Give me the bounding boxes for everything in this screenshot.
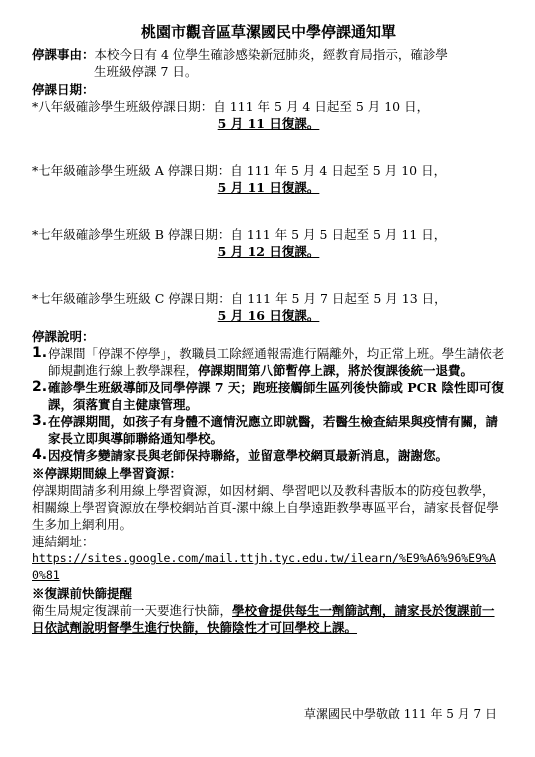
note-number: 2. xyxy=(32,379,48,395)
date-line: *七年級確診學生班級 B 停課日期：自 111 年 5 月 5 日起至 5 月 11 日， xyxy=(32,227,447,242)
date-line: *七年級確診學生班級 C 停課日期：自 111 年 5 月 7 日起至 5 月 13 日， xyxy=(32,291,447,306)
note-text xyxy=(48,345,505,379)
reason-section xyxy=(32,46,505,63)
resume-date: 5 月 11 日復課。 xyxy=(217,116,320,131)
note-number: 4. xyxy=(32,447,48,463)
resume-date: 5 月 11 日復課。 xyxy=(217,180,320,195)
spacer xyxy=(32,196,505,226)
dates-label: 停課日期： xyxy=(32,82,95,97)
note-bold: 停課期間第八節暫停上課，將於復課後統一退費。 xyxy=(198,363,474,378)
note-item xyxy=(32,345,505,379)
page-title: 桃園市觀音區草漯國民中學停課通知單 xyxy=(140,23,396,41)
note-plain: 停課間「停課不停學」，教職員工除經通報需進行隔離外，均正常上班。學生請依老師規劃進行線上教學課程， xyxy=(48,346,505,378)
date-item xyxy=(32,290,505,324)
online-label: ※停課期間線上學習資源： xyxy=(32,466,183,481)
resource-link[interactable]: https://sites.google.com/mail.ttjh.tyc.edu.tw/ilearn/%E9%A6%96%E9%A0%81 xyxy=(32,551,496,582)
date-item xyxy=(32,226,505,260)
reason-text-2: 生班級停課 7 日。 xyxy=(94,64,198,79)
note-item xyxy=(32,413,505,447)
rapid-test-text xyxy=(32,602,505,636)
note-number: 3. xyxy=(32,413,48,429)
note-number: 1. xyxy=(32,345,48,361)
resume-date: 5 月 16 日復課。 xyxy=(217,308,320,323)
link-label: 連結網址： xyxy=(32,534,95,549)
signature: 草漯國民中學敬啟 111 年 5 月 7 日 xyxy=(303,707,497,721)
rapid-test-label: ※復課前快篩提醒 xyxy=(32,586,133,601)
rapid-test-plain: 衛生局規定復課前一天要進行快篩， xyxy=(32,603,233,618)
note-bold: 確診學生班級導師及同學停課 7 天；跑班接觸師生區列後快篩或 PCR 陰性即可復課，須落實自主健康管理。 xyxy=(48,380,504,412)
date-item xyxy=(32,162,505,196)
online-text: 停課期間請多利用線上學習資源，如因材網、學習吧以及教科書版本的防疫包教學，相關線上學習資源放在學校網站首頁-漯中線上自學遠距教學專區平台，請家長督促學生多加上網利用。 xyxy=(32,483,499,532)
note-bold: 因疫情多變請家長與老師保持聯絡，並留意學校網頁最新消息，謝謝您。 xyxy=(48,448,449,463)
rapid-test-bold: 學校會提供每生一劑篩試劑，請家長於復課前一日依試劑說明督學生進行快篩，快篩陰性才可回學校上課。 xyxy=(32,603,495,635)
note-item xyxy=(32,447,505,464)
notes-label: 停課說明： xyxy=(32,329,95,344)
date-item xyxy=(32,98,505,132)
note-item xyxy=(32,379,505,413)
spacer xyxy=(32,260,505,290)
resume-date: 5 月 12 日復課。 xyxy=(217,244,320,259)
spacer xyxy=(32,132,505,162)
reason-text-1: 本校今日有 4 位學生確診感染新冠肺炎，經教育局指示，確診學 xyxy=(94,47,448,62)
reason-label: 停課事由： xyxy=(32,47,95,62)
date-line: *七年級確診學生班級 A 停課日期：自 111 年 5 月 4 日起至 5 月 10 日， xyxy=(32,163,447,178)
note-bold: 在停課期間，如孩子有身體不適情況應立即就醫，若醫生檢查結果與疫情有關，請家長立即與導師聯絡通知學校。 xyxy=(48,414,499,446)
date-line: *八年級確診學生班級停課日期：自 111 年 5 月 4 日起至 5 月 10 日， xyxy=(32,99,430,114)
